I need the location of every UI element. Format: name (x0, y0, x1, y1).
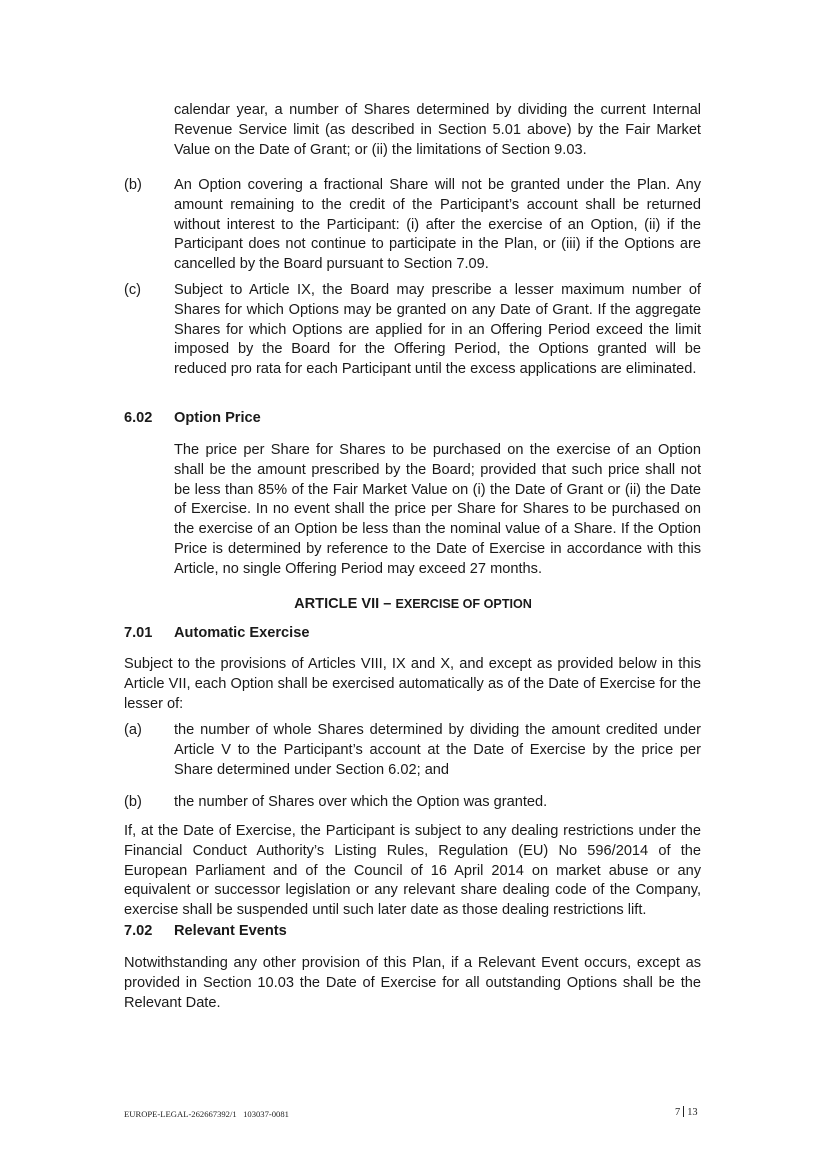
section-701-item-a-text: the number of whole Shares determined by dividing the amount credited under Article V to the Participant’s account at the Date of Exercise by the price per Share determined under Section 6.02; and (174, 722, 701, 778)
section-702-heading: Relevant Events (174, 923, 287, 939)
section-701-item-b-label: (b) (124, 794, 142, 810)
section-702-text: Notwithstanding any other provision of this Plan, if a Relevant Event occurs, except as provided in Section 10.03 the Date of Exercise for all outstanding Options shall be the Relevant Date. (124, 955, 701, 1011)
page-separator (683, 1106, 684, 1117)
clause-c-label: (c) (124, 282, 142, 298)
section-701-item-b-text: the number of Shares over which the Option was granted. (174, 794, 548, 810)
section-702-number: 7.02 (124, 923, 153, 939)
clause-c-text: Subject to Article IX, the Board may prescribe a lesser maximum number of Shares for which Options may be granted on any Date of Grant. If the aggregate Shares for which Options are applied for in an Offering Period exceed the limit imposed by the Board for the Offering Period, the Options granted will be reduced pro rata for each Participant until the excess applications are eliminated. (174, 282, 701, 378)
footer-document-reference: EUROPE-LEGAL-262667392/1 103037-0081 (124, 1109, 289, 1119)
article-vii-title-main: ARTICLE VII – (294, 596, 396, 612)
article-vii-title (0, 595, 826, 615)
section-602-number: 6.02 (124, 410, 153, 426)
section-701-intro: Subject to the provisions of Articles VIII, IX and X, and except as provided below in this Article VII, each Option shall be exercised automatically as of the Date of Exercise for the lesser of: (124, 656, 701, 712)
page-total: 13 (687, 1107, 698, 1118)
page-current: 7 (675, 1107, 681, 1118)
intro-continuation-paragraph: calendar year, a number of Shares determined by dividing the current Internal Revenue Service limit (as described in Section 5.01 above) by the Fair Market Value on the Date of Grant; or (ii) the limitations of Section 9.03. (174, 102, 701, 158)
clause-b-label: (b) (124, 177, 142, 193)
section-602-heading: Option Price (174, 410, 261, 426)
footer-page-number (675, 1103, 698, 1123)
section-701-item-a-label: (a) (124, 722, 142, 738)
section-701-heading: Automatic Exercise (174, 625, 310, 641)
section-602-text: The price per Share for Shares to be purchased on the exercise of an Option shall be the amount prescribed by the Board; provided that such price shall not be less than 85% of the Fair Market Value on (i) the Date of Grant or (ii) the Date of Exercise. In no event shall the price per Share for Shares to be purchased on the exercise of an Option be less than the nominal value of a Share. If the Option Price is determined by reference to the Date of Exercise in accordance with this Article, no single Offering Period may exceed 27 months. (174, 442, 701, 577)
section-701-number: 7.01 (124, 625, 153, 641)
article-vii-title-sub: EXERCISE OF OPTION (395, 597, 532, 611)
clause-b-text: An Option covering a fractional Share will not be granted under the Plan. Any amount remaining to the credit of the Participant’s account shall be returned without interest to the Participant: (i) after the exercise of an Option, (ii) if the Participant does not continue to participate in the Plan, or (iii) if the Options are cancelled by the Board pursuant to Section 7.09. (174, 177, 701, 273)
section-701-closing: If, at the Date of Exercise, the Participant is subject to any dealing restrictions under the Financial Conduct Authority’s Listing Rules, Regulation (EU) No 596/2014 of the European Parliament and of the Council of 16 April 2014 on market abuse or any equivalent or successor legislation or any relevant share dealing code of the Company, exercise shall be suspended until such later date as those dealing restrictions lift. (124, 823, 701, 919)
